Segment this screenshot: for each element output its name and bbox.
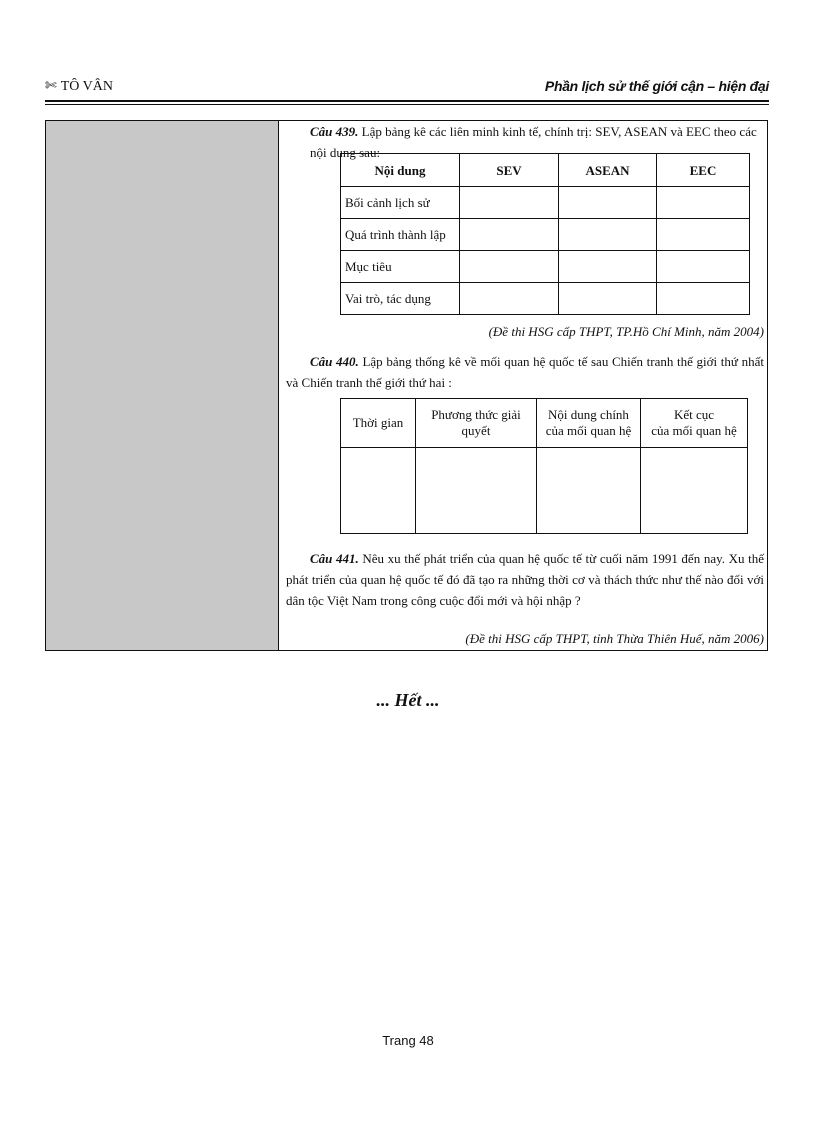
table-header: Thời gian: [341, 399, 416, 448]
table-row: [341, 283, 750, 315]
question-frame: [45, 120, 768, 651]
page-header: [45, 76, 769, 100]
page-number: Trang 48: [382, 1033, 434, 1048]
table-header: SEV: [460, 154, 559, 187]
section-title: Phần lịch sử thế giới cận – hiện đại: [544, 78, 769, 94]
q440-table: [340, 398, 748, 534]
table-header: Kết cục của mối quan hệ: [641, 399, 748, 448]
table-header-row: [341, 154, 750, 187]
table-cell: Vai trò, tác dụng: [341, 283, 460, 315]
table-header: Nội dung: [341, 154, 460, 187]
q439-text: Lập bảng kê các liên minh kinh tế, chính trị: SEV, ASEAN và EEC theo các nội dung sau:: [310, 124, 757, 160]
q441-text: Nêu xu thế phát triển của quan hệ quốc tế từ cuối năm 1991 đến nay. Xu thế phát triển của quan hệ quốc tế đó đã tạo ra những thời cơ và thách thức như thế nào đối với dân tộc Việt Nam trong công cuộc đổi mới và hội nhập ?: [286, 551, 764, 608]
q440-text: Lập bảng thống kê về mối quan hệ quốc tế sau Chiến tranh thế giới thứ nhất và Chiến tranh thế giới thứ hai :: [286, 354, 764, 390]
table-header: EEC: [657, 154, 750, 187]
q441-source: (Đề thi HSG cấp THPT, tỉnh Thừa Thiên Huế, năm 2006): [465, 631, 764, 646]
table-header: Nội dung chính của mối quan hệ: [537, 399, 641, 448]
q440-label: Câu 440.: [310, 354, 359, 369]
q439-label: Câu 439.: [310, 124, 359, 139]
table-cell: Mục tiêu: [341, 251, 460, 283]
scissors-icon: ✄: [45, 79, 57, 94]
table-row: [341, 448, 748, 534]
author-name: TÔ VÂN: [60, 78, 113, 94]
table-cell: Quá trình thành lập: [341, 219, 460, 251]
q439-source: (Đề thi HSG cấp THPT, TP.Hồ Chí Minh, năm 2004): [488, 324, 764, 339]
header-divider-thin: [45, 104, 769, 105]
table-row: [341, 219, 750, 251]
q441-label: Câu 441.: [310, 551, 359, 566]
shaded-margin: [46, 121, 279, 650]
q440-prompt: [286, 351, 764, 393]
table-row: [341, 187, 750, 219]
author-block: [45, 78, 113, 95]
table-cell: Bối cảnh lịch sử: [341, 187, 460, 219]
q439-table: [340, 153, 750, 315]
q441-prompt: [286, 548, 764, 611]
table-row: [341, 251, 750, 283]
table-header: ASEAN: [559, 154, 657, 187]
end-marker: ... Hết ...: [376, 690, 440, 710]
table-header-row: [341, 399, 748, 448]
header-divider: [45, 100, 769, 102]
table-header: Phương thức giải quyết: [416, 399, 537, 448]
